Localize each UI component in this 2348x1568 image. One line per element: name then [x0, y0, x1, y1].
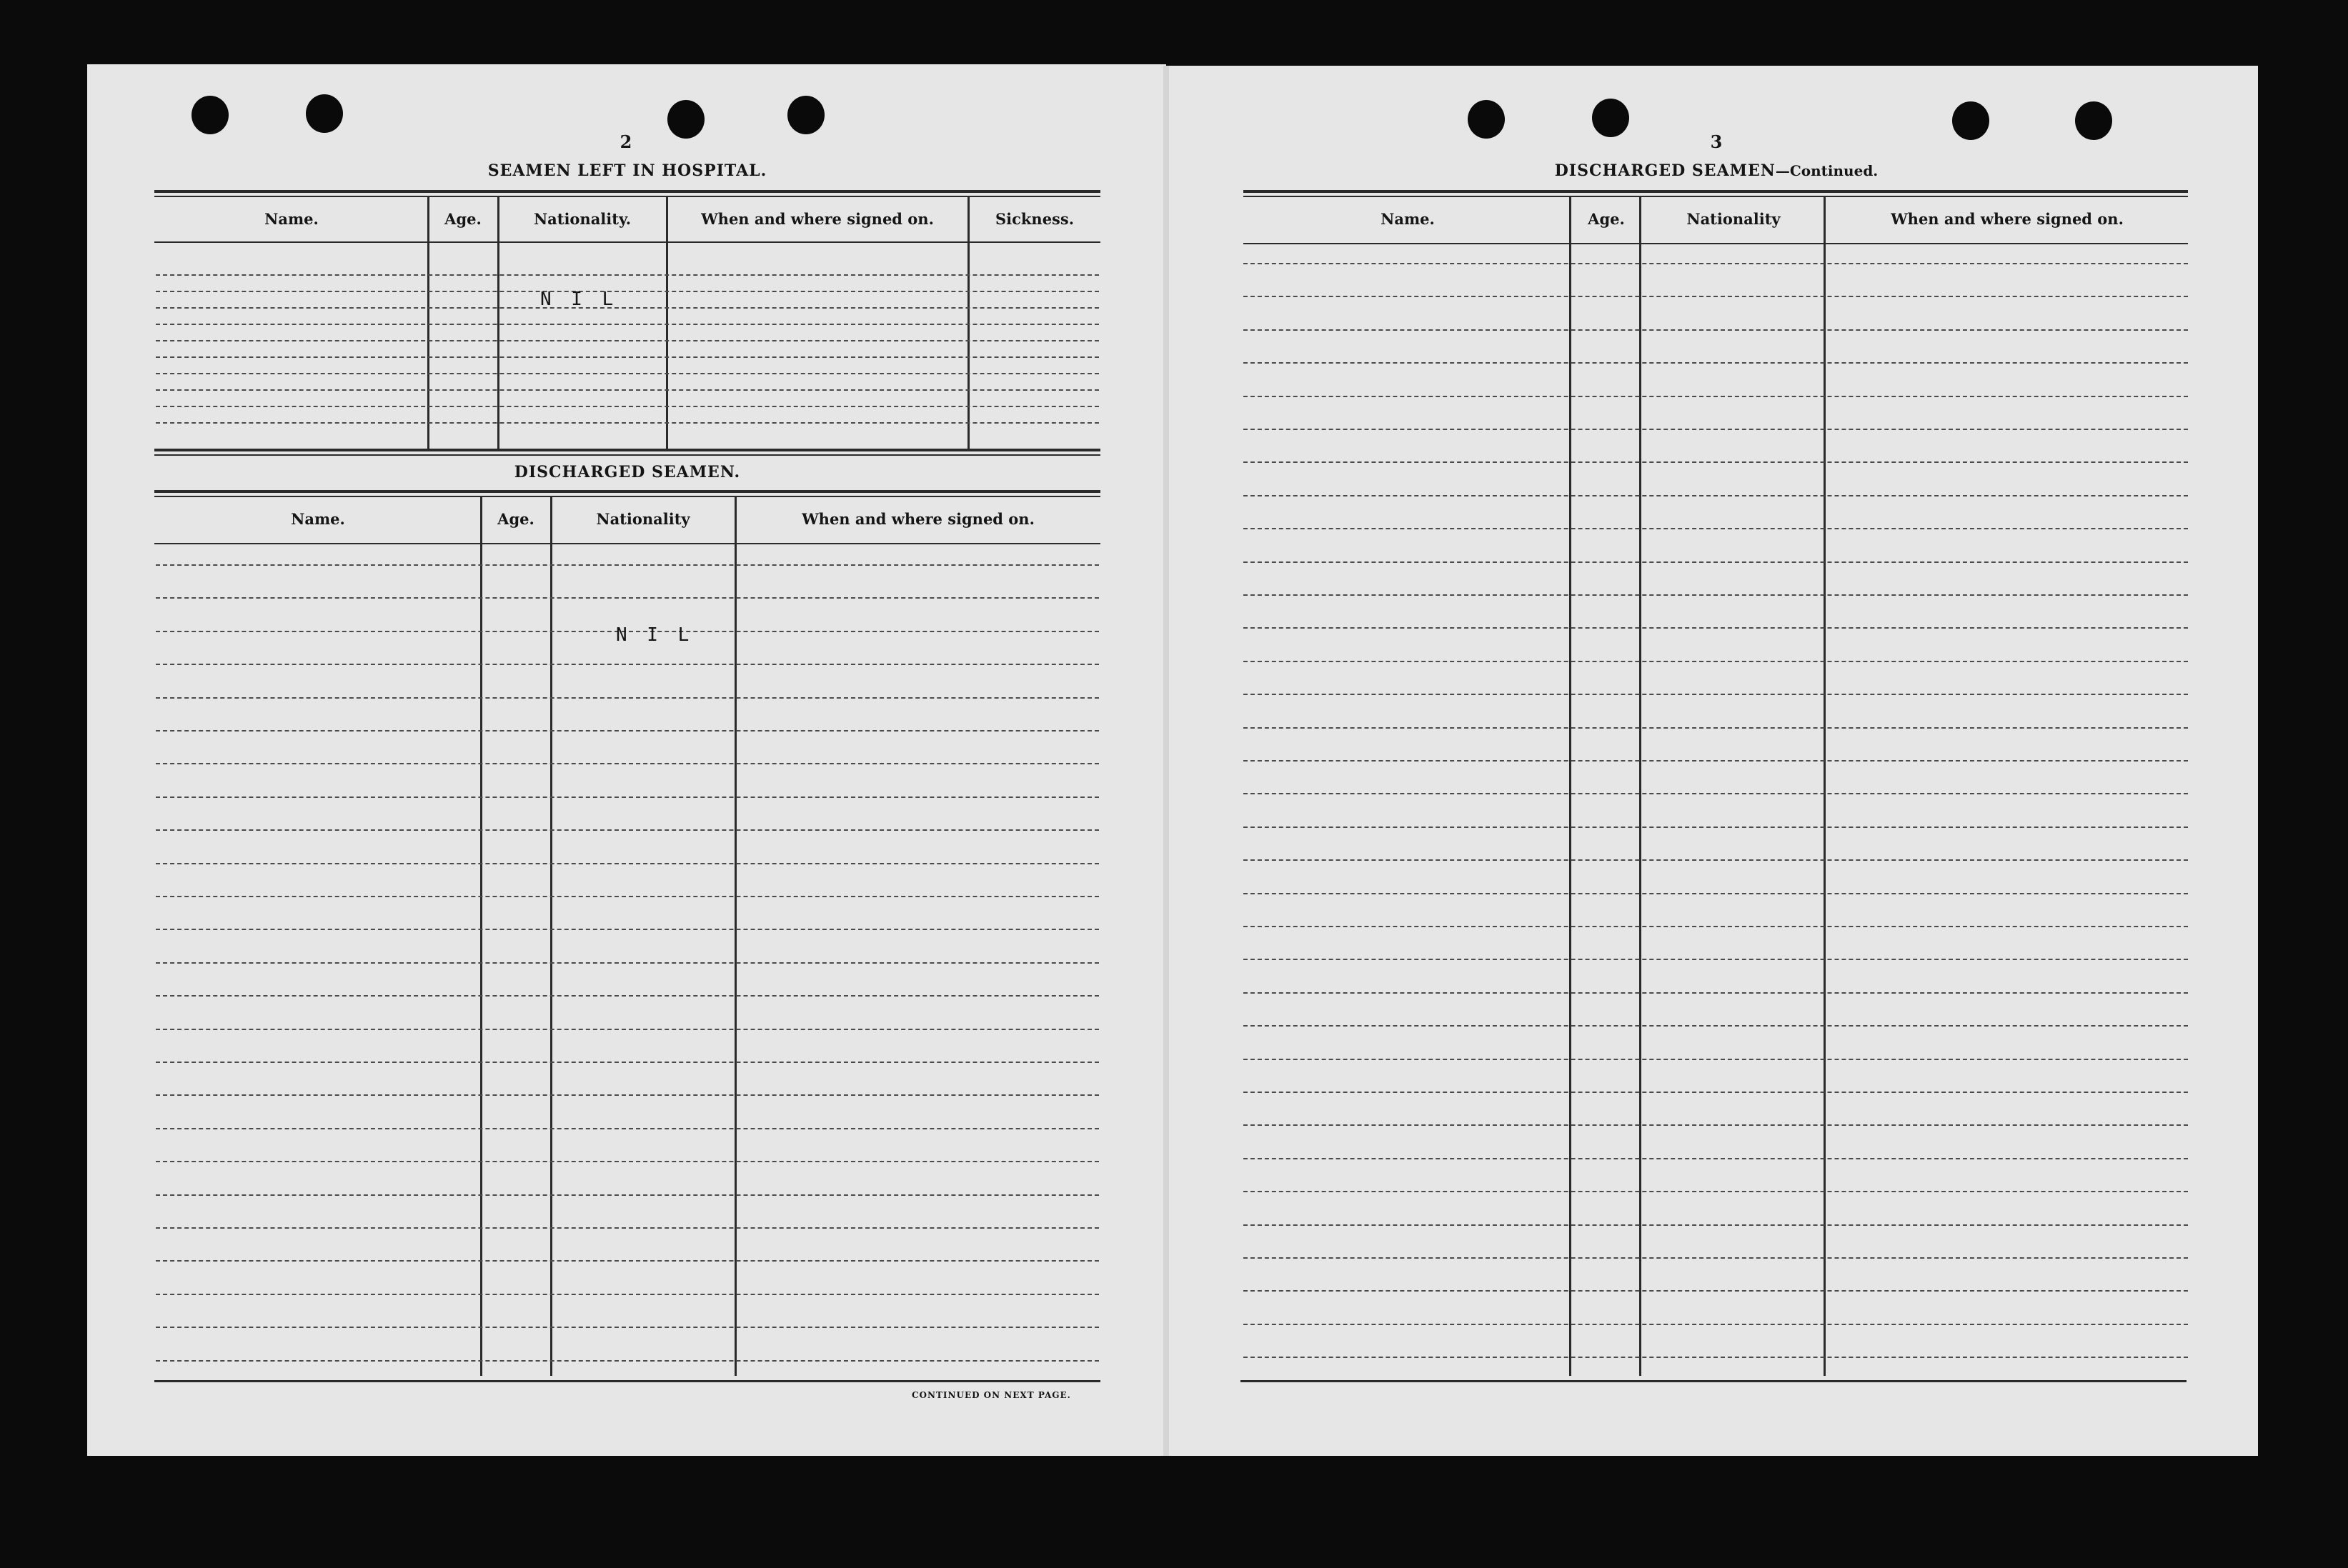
entry-line: [1243, 396, 2188, 397]
entry-line: [156, 356, 1099, 358]
rule: [154, 196, 1100, 197]
column-header-nationality: Nationality: [1686, 210, 1781, 228]
column-divider: [550, 497, 552, 1376]
entry-line: [156, 664, 1099, 665]
column-header-signed-on: When and where signed on.: [1891, 210, 2124, 228]
entry-line: [1243, 859, 2188, 861]
entry-line: [156, 929, 1099, 930]
entry-line: [156, 597, 1099, 599]
entry-line: [1243, 1124, 2188, 1126]
entry-line: [156, 564, 1099, 566]
entry-line: [156, 797, 1099, 798]
continued-footer: CONTINUED ON NEXT PAGE.: [912, 1390, 1071, 1400]
entry-line: [1243, 296, 2188, 297]
column-divider: [1824, 197, 1826, 1376]
entry-line: [156, 1062, 1099, 1063]
entry-line: [1243, 727, 2188, 729]
rule: [1243, 196, 2188, 197]
entry-line: [156, 995, 1099, 997]
entry-line: [156, 1194, 1099, 1196]
entry-line: [156, 896, 1099, 897]
column-header-age: Age.: [497, 510, 534, 528]
entry-line: [1243, 760, 2188, 761]
page-number: 3: [1710, 131, 1723, 152]
column-divider: [1639, 197, 1641, 1376]
entry-line: [1243, 528, 2188, 529]
entry-line: [156, 1094, 1099, 1096]
column-header-name: Name.: [291, 510, 345, 528]
column-header-name: Name.: [1381, 210, 1435, 228]
punch-hole: [1468, 100, 1505, 139]
continued-title-main: DISCHARGED SEAMEN: [1554, 161, 1776, 180]
entry-line: [156, 291, 1099, 292]
punch-hole: [787, 96, 825, 134]
entry-line: [1243, 1059, 2188, 1060]
entry-line: [156, 1360, 1099, 1362]
rule: [154, 454, 1100, 456]
entry-line: [1243, 627, 2188, 629]
entry-line: [156, 373, 1099, 374]
column-header-name: Name.: [264, 210, 319, 228]
entry-line: [156, 962, 1099, 964]
entry-line: [1243, 793, 2188, 794]
entry-line: [1243, 495, 2188, 496]
punch-hole: [1952, 101, 1989, 140]
entry-line: [1243, 1324, 2188, 1325]
bottom-rule: [154, 1380, 1100, 1382]
entry-line: [156, 697, 1099, 699]
page-spine: [1163, 66, 1169, 1456]
column-divider: [666, 197, 668, 449]
header-rule: [1243, 243, 2188, 244]
entry-line: [1243, 992, 2188, 994]
punch-hole: [191, 96, 229, 134]
entry-line: [156, 274, 1099, 276]
entry-line: [156, 1227, 1099, 1229]
rule: [154, 449, 1100, 451]
header-rule: [154, 543, 1100, 544]
header-rule: [154, 241, 1100, 243]
hospital-section-title: SEAMEN LEFT IN HOSPITAL.: [487, 161, 767, 180]
entry-line: [156, 1294, 1099, 1295]
entry-line: [1243, 1158, 2188, 1159]
punch-hole: [2075, 101, 2112, 140]
entry-line: [1243, 926, 2188, 927]
continued-title-suffix: —Continued.: [1775, 162, 1879, 179]
entry-line: [1243, 1224, 2188, 1226]
column-divider: [427, 197, 429, 449]
rule: [154, 190, 1100, 193]
entry-line: [156, 763, 1099, 764]
entry-line: [1243, 429, 2188, 430]
entry-line: [156, 1128, 1099, 1129]
entry-line: [1243, 263, 2188, 264]
discharged-nil-entry: N I L: [616, 624, 694, 646]
entry-line: [156, 1161, 1099, 1162]
entry-line: [1243, 959, 2188, 960]
column-header-signed-on: When and where signed on.: [701, 210, 934, 228]
page-number: 2: [620, 131, 632, 152]
entry-line: [1243, 594, 2188, 596]
entry-line: [1243, 827, 2188, 828]
entry-line: [1243, 1257, 2188, 1259]
entry-line: [1243, 461, 2188, 463]
entry-line: [156, 1029, 1099, 1030]
bottom-rule: [1240, 1380, 2187, 1382]
column-header-nationality: Nationality: [596, 510, 690, 528]
entry-line: [1243, 1025, 2188, 1027]
entry-line: [156, 406, 1099, 407]
rule: [154, 490, 1100, 493]
entry-line: [1243, 329, 2188, 331]
entry-line: [1243, 661, 2188, 662]
entry-line: [156, 307, 1099, 309]
entry-line: [1243, 561, 2188, 563]
entry-line: [156, 389, 1099, 391]
column-header-sickness: Sickness.: [995, 210, 1075, 228]
entry-line: [156, 730, 1099, 731]
entry-line: [156, 340, 1099, 341]
left-page: [87, 64, 1166, 1456]
column-divider: [1569, 197, 1571, 1376]
entry-line: [1243, 1357, 2188, 1358]
column-header-age: Age.: [1588, 210, 1625, 228]
column-divider: [967, 197, 970, 449]
punch-hole: [306, 94, 343, 133]
entry-line: [156, 1327, 1099, 1328]
entry-line: [1243, 1191, 2188, 1192]
punch-hole: [1592, 99, 1629, 137]
entry-line: [156, 863, 1099, 864]
entry-line: [1243, 362, 2188, 364]
column-divider: [735, 497, 737, 1376]
entry-line: [156, 829, 1099, 831]
column-header-signed-on: When and where signed on.: [802, 510, 1035, 528]
entry-line: [1243, 694, 2188, 695]
continued-section-title: [1245, 161, 2188, 180]
discharged-section-title: DISCHARGED SEAMEN.: [514, 463, 741, 481]
rule: [1243, 190, 2188, 193]
entry-line: [156, 1260, 1099, 1262]
punch-hole: [667, 100, 705, 139]
column-divider: [480, 497, 482, 1376]
column-header-nationality: Nationality.: [533, 210, 632, 228]
hospital-nil-entry: N I L: [540, 289, 618, 310]
entry-line: [1243, 893, 2188, 894]
entry-line: [1243, 1290, 2188, 1292]
column-header-age: Age.: [444, 210, 482, 228]
column-divider: [497, 197, 499, 449]
entry-line: [156, 422, 1099, 424]
rule: [154, 496, 1100, 497]
entry-line: [1243, 1092, 2188, 1093]
entry-line: [156, 324, 1099, 325]
